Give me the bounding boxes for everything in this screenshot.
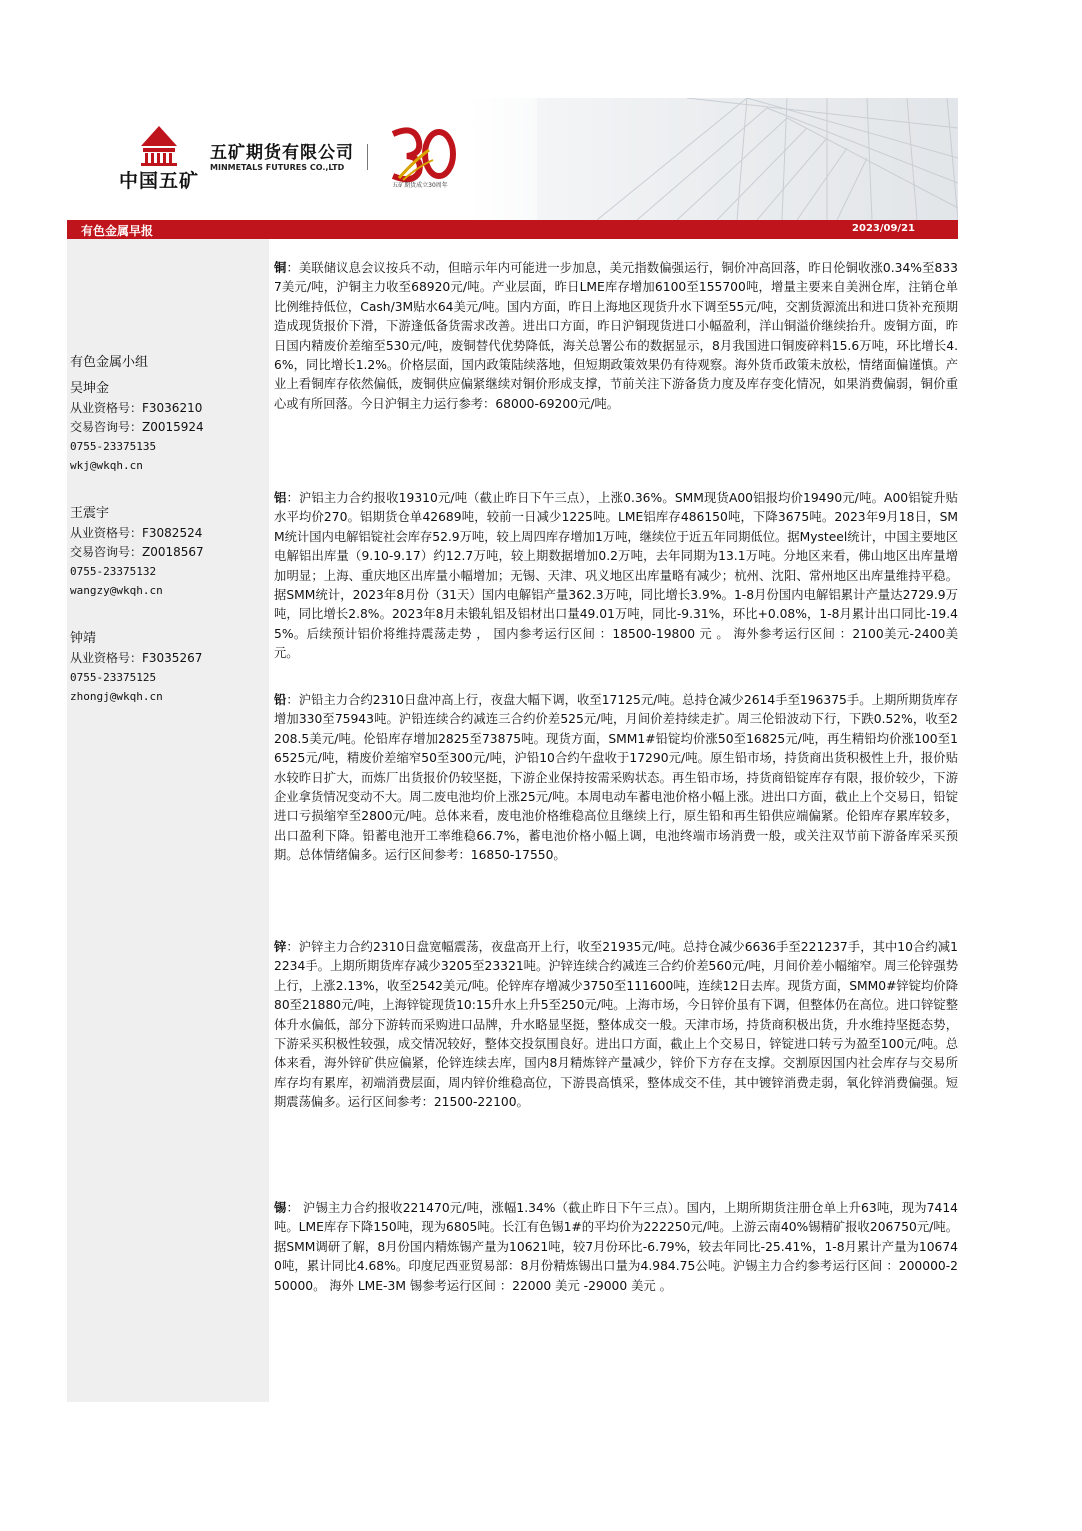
analyst-phone: 0755-23375135 xyxy=(70,440,157,453)
section-copper xyxy=(274,259,958,414)
section-text: 沪锡主力合约报收221470元/吨，涨幅1.34%（截止昨日下午三点）。国内，上期所期货注册仓单上升63吨，现为7414吨。LME库存下降150吨，现为6805吨。长江有色锡1#的平均价为222250元/吨。上游云南40%锡精矿报收206750元/吨。据SMM调研了解，8月份国内精炼锡产量为10621吨，较7月份环比-6.79%，较去年同比-25.41%，1-8月累计产量为106740吨，累计同比4.68%。印度尼西亚贸易部：8月份精炼锡出口量为4.984.75公吨。沪锡主力合约参考运行区间 ：200000-250000。 海外 LME-3M 锡参考运行区间 ：22000 美元 -29000 美元 。 xyxy=(274,1201,958,1293)
section-aluminum xyxy=(274,489,958,691)
section-sep: ： xyxy=(286,940,299,954)
company-name-cn: 五矿期货有限公司 xyxy=(210,143,354,163)
report-title-bar xyxy=(67,220,958,239)
anniversary-caption: 五矿期货成立30周年 xyxy=(392,182,448,189)
analyst-qualification: 从业资格号：F3036210 xyxy=(70,401,203,415)
analyst-phone: 0755-23375132 xyxy=(70,565,157,578)
architecture-background-image xyxy=(537,98,958,220)
section-text: 沪铅主力合约2310日盘冲高上行，夜盘大幅下调，收至17125元/吨。总持仓减少2614手至196375手。上期所期货库存增加330至75943吨。沪铅连续合约减连三合约价差525元/吨，月间价差持续走扩。周三伦铅波动下行，下跌0.52%，收至2208.5美元/吨。伦铅库存增加2825至73875吨。现货方面，SMM1#铅锭均价涨50至16825元/吨，再生精铅均价涨100至16525元/吨，精废价差缩窄50至300元/吨，沪铅10合约午盘收于17290元/吨。原生铅市场，持货商出货积极性上升，报价贴水较昨日扩大，而炼厂出货报价仍较坚挺，下游企业保持按需采购状态。再生铅市场，持货商铅锭库存有限，报价较少，下游企业拿货情况变动不大。周二废电池均价上涨25元/吨。本周电动车蓄电池价格小幅上涨。进出口方面，截止上个交易日，铅锭进口亏损缩窄至2800元/吨。总体来看，废电池价格维稳高位且继续上行，原生铅和再生铅供应端偏紧。伦铅库存累库较多，出口盈利下降。铅蓄电池开工率维稳66.7%，蓄电池价格小幅上调，电池终端市场消费一般，或关注双节前下游备库采买预期。总体情绪偏多。运行区间参考：16850-17550。 xyxy=(274,693,958,863)
section-text: 沪锌主力合约2310日盘宽幅震荡，夜盘高开上行，收至21935元/吨。总持仓减少6636手至221237手，其中10合约减12234手。上期所期货库存减少3205至23321吨。沪锌连续合约减连三合约价差560元/吨，月间价差小幅缩窄。周三伦锌强势上行，上涨2.13%，收至2542美元/吨。伦锌库存增减少3750至111600吨，连续12日去库。现货方面，SMM0#锌锭均价降80至21880元/吨，上海锌锭现货10:15升水上升5至250元/吨。上海市场，今日锌价虽有下调，但整体仍在高位。进口锌锭整体升水偏低，部分下游转而采购进口品牌，升水略显坚挺，整体成交一般。天津市场，持货商积极出货，升水维持坚挺态势，下游采买积极性较强，成交情况较好，整体交投氛围良好。进出口方面，截止上个交易日，锌锭进口转亏为盈至100元/吨。总体来看，海外锌矿供应偏紧，伦锌连续去库，国内8月精炼锌产量减少，锌价下方存在支撑。交割原因国内社会库存与交易所库存均有累库，初端消费层面，周内锌价维稳高位，下游畏高慎采，整体成交不佳，其中镀锌消费走弱，氧化锌消费偏强。短期震荡偏多。运行区间参考：21500-22100。 xyxy=(274,940,958,1110)
header-divider xyxy=(367,144,368,170)
section-sep: ： xyxy=(286,491,299,505)
section-sep: ： xyxy=(286,261,299,275)
analyst-consult-number: 交易咨询号：Z0018567 xyxy=(70,545,204,559)
report-date: 2023/09/21 xyxy=(852,223,915,234)
section-label: 锌 xyxy=(274,940,287,954)
section-text: 沪铝主力合约报收19310元/吨（截止昨日下午三点），上涨0.36%。SMM现货A00铝报均价19490元/吨。A00铝锭升贴水平均价270。铝期货仓单42689吨，较前一日减少1225吨。LME铝库存486150吨，下降3675吨。2023年9月18日，SMM统计国内电解铝锭社会库存52.9万吨，较上周四库存增加1万吨，继续位于近五年同期低位。据Mysteel统计，中国主要地区电解铝出库量（9.10-9.17）约12.7万吨，较上期数据增加0.2万吨，去年同期为13.1万吨。分地区来看，佛山地区出库量增加明显；上海、重庆地区出库量小幅增加；无锡、天津、巩义地区出库量略有减少；杭州、沈阳、常州地区出库量维持平稳。据SMM统计，2023年8月份（31天）国内电解铝产量362.3万吨，同比增长3.9%。1-8月份国内电解铝累计产量达2729.9万吨，同比增长2.8%。2023年8月未锻轧铝及铝材出口量49.01万吨，同比-9.31%，环比+0.08%，1-8月累计出口同比-19.45%。后续预计铝价将维持震荡走势 ， 国内参考运行区间 ：18500-19800 元 。 海外参考运行区间 ：2100美元-2400美元。 xyxy=(274,491,958,661)
section-label: 铜 xyxy=(274,261,287,275)
report-header xyxy=(67,98,958,220)
section-text: 美联储议息会议按兵不动，但暗示年内可能进一步加息，美元指数偏强运行，铜价冲高回落，昨日伦铜收涨0.34%至8337美元/吨，沪铜主力收至68920元/吨。产业层面，昨日LME库存增加6100至155700吨，增量主要来自美洲仓库，注销仓单比例维持低位，Cash/3M贴水64美元/吨。国内方面，昨日上海地区现货升水下调至55元/吨，交割货源流出和进口货补充预期造成现货报价下滑，下游逢低备货需求改善。进出口方面，昨日沪铜现货进口小幅盈利，洋山铜溢价继续抬升。废铜方面，昨日国内精废价差缩至530元/吨，废铜替代优势降低，海关总署公布的数据显示，8月我国进口铜废碎料15.6万吨，环比增长4.6%，同比增长1.2%。价格层面，国内政策陆续落地，但短期政策效果仍有待观察。海外货币政策未放松，情绪面偏谨慎。产业上看铜库存依然偏低，废铜供应偏紧继续对铜价形成支撑，节前关注下游备货力度及库存变化情况，如果消费偏弱，铜价重心或有所回落。今日沪铜主力运行参考：68000-69200元/吨。 xyxy=(274,261,958,411)
analyst-sidebar xyxy=(67,239,269,1402)
section-sep: ： xyxy=(286,693,299,707)
analyst-card xyxy=(70,629,202,706)
analyst-card xyxy=(70,379,204,475)
section-label: 铝 xyxy=(274,491,287,505)
analyst-email: zhongj@wkqh.cn xyxy=(70,690,163,703)
logo-text: 中国五矿 xyxy=(119,170,200,192)
analyst-name: 钟靖 xyxy=(70,631,97,646)
analyst-card xyxy=(70,504,204,600)
report-title: 有色金属早报 xyxy=(81,224,154,238)
section-label: 锡 xyxy=(274,1201,287,1215)
analyst-qualification: 从业资格号：F3035267 xyxy=(70,651,203,665)
analyst-name: 王震宇 xyxy=(70,506,110,521)
section-label: 铅 xyxy=(274,693,287,707)
analyst-email: wangzy@wkqh.cn xyxy=(70,584,163,597)
analyst-phone: 0755-23375125 xyxy=(70,671,157,684)
company-name-en: MINMETALS FUTURES CO.,LTD xyxy=(210,163,345,172)
section-lead xyxy=(274,691,958,866)
analyst-name: 吴坤金 xyxy=(70,381,110,396)
analyst-qualification: 从业资格号：F3082524 xyxy=(70,526,203,540)
section-zinc xyxy=(274,938,958,1113)
analyst-email: wkj@wkqh.cn xyxy=(70,459,143,472)
section-sep: ： xyxy=(286,1201,304,1215)
section-tin xyxy=(274,1199,958,1296)
team-title: 有色金属小组 xyxy=(70,355,149,370)
analyst-consult-number: 交易咨询号：Z0015924 xyxy=(70,420,204,434)
